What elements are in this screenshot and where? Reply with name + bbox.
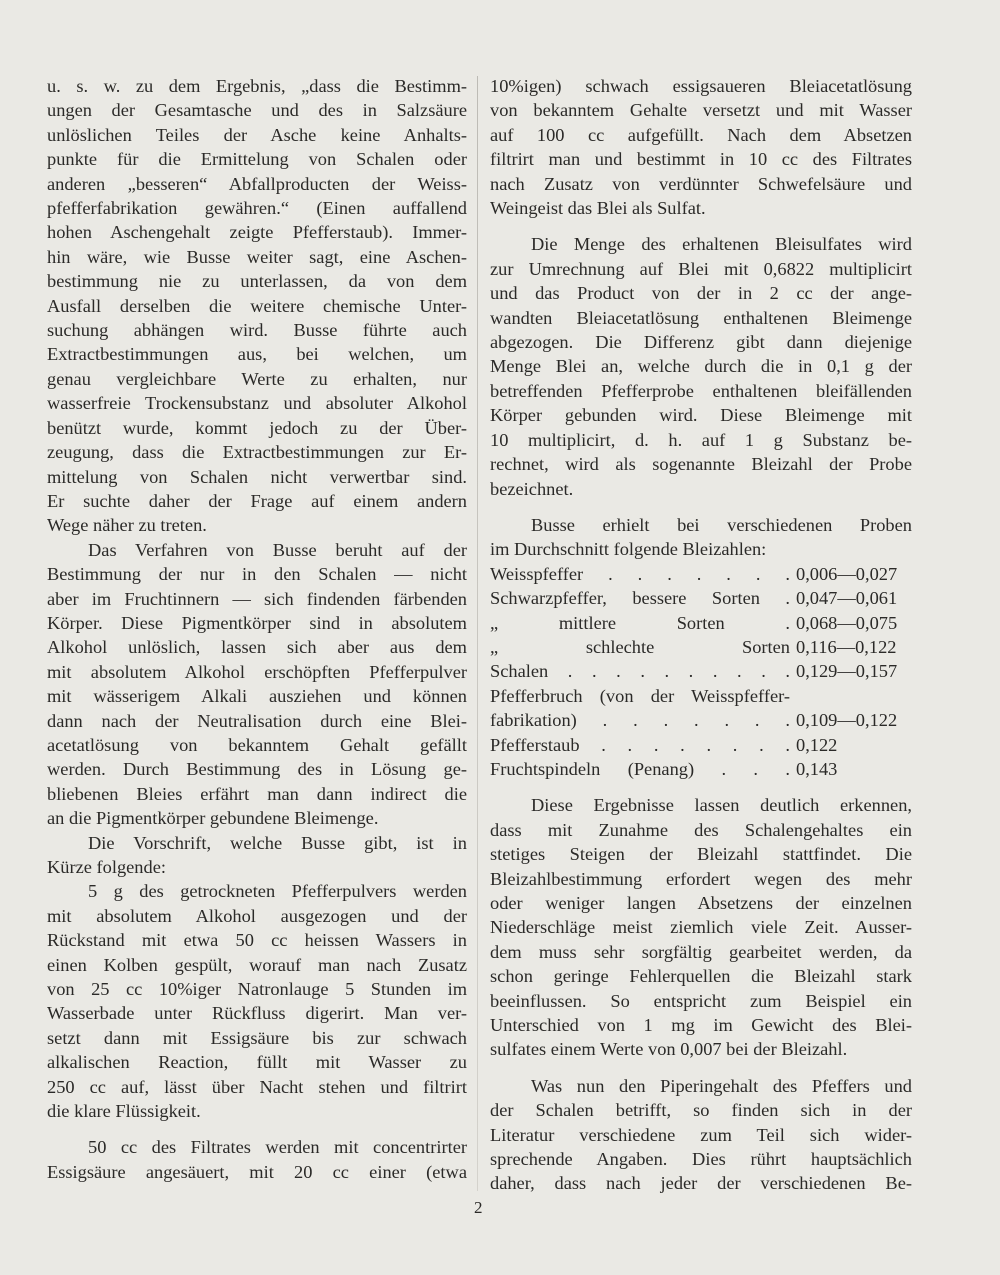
text-line: Niederschläge meist ziemlich viele Zeit. Ausser- bbox=[490, 917, 912, 938]
text-line: Kürze folgende: bbox=[47, 857, 166, 877]
text-line: Unterschied von 1 mg im Gewicht des Blei- bbox=[490, 1015, 912, 1036]
text-line: die klare Flüssigkeit. bbox=[47, 1101, 201, 1122]
text-line: daher, dass nach jeder der verschiedenen Be- bbox=[490, 1173, 912, 1194]
text-line: der Schalen betrifft, so finden sich in der bbox=[490, 1100, 912, 1121]
text-line: setzt dann mit Essigsäure bis zur schwach bbox=[47, 1027, 467, 1048]
text-line: betreffenden Pfefferprobe enthaltenen bleifällenden bbox=[490, 380, 912, 401]
text-line: Essigsäure angesäuert, mit 20 cc einer (etwa bbox=[47, 1161, 467, 1182]
sample-name: „ mittlere Sorten . bbox=[490, 612, 790, 633]
sample-name: Fruchtspindeln (Penang) . . . bbox=[490, 758, 790, 779]
text-line: Die Vorschrift, welche Busse gibt, ist in bbox=[88, 832, 467, 853]
table-row bbox=[490, 708, 912, 732]
text-line: Extractbestimmungen aus, bei welchen, um bbox=[47, 344, 467, 365]
text-line: Er suchte daher der Frage auf einem andern bbox=[47, 490, 467, 511]
text-line: acetatlösung von bekanntem Gehalt gefällt bbox=[47, 734, 467, 755]
text-line: Bestimmung der nur in den Schalen — nicht bbox=[47, 564, 467, 585]
bleizahl-value: 0,109—0,122 bbox=[796, 710, 898, 731]
sample-name: Weisspfeffer . . . . . . . bbox=[490, 563, 790, 584]
text-line: mit absolutem Alkohol erschöpften Pfefferpulver bbox=[47, 661, 467, 682]
right-column bbox=[490, 74, 912, 1196]
text-line: sprechende Angaben. Dies rührt hauptsächlich bbox=[490, 1149, 912, 1170]
bleizahl-value bbox=[790, 684, 912, 708]
text-line: Weingeist das Blei als Sulfat. bbox=[490, 198, 706, 219]
text-line: benützt wurde, kommt jedoch zu der Über- bbox=[47, 417, 467, 438]
table-row bbox=[490, 684, 912, 708]
text-line: anderen „besseren“ Abfallproducten der Weiss- bbox=[47, 173, 467, 194]
column-divider bbox=[477, 76, 478, 1191]
table-row bbox=[490, 635, 912, 659]
text-line: im Durchschnitt folgende Bleizahlen: bbox=[490, 539, 767, 560]
text-line: 50 cc des Filtrates werden mit concentrirter bbox=[88, 1137, 467, 1158]
text-line: Ausfall derselben die weitere chemische Unter- bbox=[47, 295, 467, 316]
sample-name: fabrikation) . . . . . . . bbox=[490, 710, 790, 731]
table-row bbox=[490, 586, 912, 610]
text-line: 10 multiplicirt, d. h. auf 1 g Substanz be- bbox=[490, 429, 912, 450]
text-line: mit wässerigem Alkali ausziehen und können bbox=[47, 686, 467, 707]
right-column-text-top bbox=[490, 74, 912, 562]
text-line: 250 cc auf, lässt über Nacht stehen und filtrirt bbox=[47, 1076, 467, 1097]
text-line: unlöslichen Teiles der Asche keine Anhalts- bbox=[47, 124, 467, 145]
text-line: hohen Aschengehalt zeigte Pfefferstaub). Immer- bbox=[47, 222, 467, 243]
text-line: abgezogen. Die Differenz gibt dann diejenige bbox=[490, 332, 912, 353]
text-line: Diese Ergebnisse lassen deutlich erkennen, bbox=[531, 795, 912, 816]
table-row bbox=[490, 757, 912, 781]
text-line: werden. Durch Bestimmung des in Lösung ge- bbox=[47, 759, 467, 780]
text-line: einen Kolben gespült, worauf man nach Zusatz bbox=[47, 954, 467, 975]
bleizahl-value: 0,068—0,075 bbox=[796, 612, 898, 633]
text-line: und das Product von der in 2 cc der ange- bbox=[490, 283, 912, 304]
text-line: 10%igen) schwach essigsaueren Bleiacetatlösung bbox=[490, 76, 912, 96]
sample-name: Schalen . . . . . . . . . . bbox=[490, 661, 790, 682]
text-line: mittelung von Schalen nicht verwertbar sind. bbox=[47, 466, 467, 487]
text-line: Wege näher zu treten. bbox=[47, 515, 207, 536]
text-line: Alkohol unlöslich, lassen sich aber aus dem bbox=[47, 637, 467, 658]
text-line: aber im Fruchtinnern — sich findenden färbenden bbox=[47, 588, 467, 609]
text-line: Literatur verschiedene zum Teil sich wider- bbox=[490, 1124, 912, 1145]
bleizahl-value: 0,006—0,027 bbox=[796, 563, 898, 584]
bleizahl-value: 0,047—0,061 bbox=[796, 588, 898, 609]
text-line: Busse erhielt bei verschiedenen Proben bbox=[531, 514, 912, 535]
text-line: bestimmung nie zu unterlassen, da von dem bbox=[47, 271, 467, 292]
text-line: Die Menge des erhaltenen Bleisulfates wird bbox=[531, 234, 912, 255]
text-line: dann nach der Neutralisation durch eine Blei- bbox=[47, 710, 467, 731]
bleizahl-value: 0,129—0,157 bbox=[796, 661, 898, 682]
text-line: ungen der Gesamtasche und des in Salzsäure bbox=[47, 100, 467, 121]
text-line: stetiges Steigen der Bleizahl stattfindet. Die bbox=[490, 844, 912, 865]
text-line: hin wäre, wie Busse weiter sagt, eine Aschen- bbox=[47, 246, 467, 267]
text-line: Wasserbade unter Rückfluss digerirt. Man ver- bbox=[47, 1003, 467, 1024]
text-line: suchung abhängen wird. Busse führte auch bbox=[47, 320, 467, 341]
text-line: sulfates einem Werte von 0,007 bei der Bleizahl. bbox=[490, 1039, 848, 1060]
sample-name: Schwarzpfeffer, bessere Sorten . bbox=[490, 588, 790, 609]
bleizahl-value: 0,122 bbox=[796, 734, 838, 755]
text-line: u. s. w. zu dem Ergebnis, „dass die Bestimm- bbox=[47, 76, 467, 96]
text-line: wasserfreie Trockensubstanz und absoluter Alkohol bbox=[47, 393, 467, 414]
table-row bbox=[490, 733, 912, 757]
text-line: filtrirt man und bestimmt in 10 cc des Filtrates bbox=[490, 149, 912, 170]
text-line: Körper. Diese Pigmentkörper sind in absolutem bbox=[47, 612, 467, 633]
text-line: alkalischen Reaction, füllt mit Wasser zu bbox=[47, 1052, 467, 1073]
text-line: auf 100 cc aufgefüllt. Nach dem Absetzen bbox=[490, 124, 912, 145]
page-number: 2 bbox=[474, 1198, 483, 1217]
text-line: wandten Bleiacetatlösung enthaltenen Bleimenge bbox=[490, 307, 912, 328]
text-line: Körper gebunden wird. Diese Bleimenge mit bbox=[490, 405, 912, 426]
text-line: zeugung, dass die Extractbestimmungen zur Er- bbox=[47, 442, 467, 463]
text-line: Das Verfahren von Busse beruht auf der bbox=[88, 539, 467, 560]
text-line: bezeichnet. bbox=[490, 478, 574, 499]
text-line: oder weniger langen Absetzens der einzelnen bbox=[490, 893, 912, 913]
table-row bbox=[490, 659, 912, 683]
text-line: dem muss sehr sorgfältig gearbeitet werden, da bbox=[490, 941, 912, 962]
text-line: beeinflussen. So entspricht zum Beispiel ein bbox=[490, 990, 912, 1011]
text-line: 5 g des getrockneten Pfefferpulvers werden bbox=[88, 881, 467, 902]
table-row bbox=[490, 611, 912, 635]
bleizahl-value: 0,143 bbox=[796, 758, 838, 779]
text-line: pfefferfabrikation gewähren.“ (Einen auffallend bbox=[47, 198, 467, 219]
left-column bbox=[47, 74, 467, 1184]
text-line: zur Umrechnung auf Blei mit 0,6822 multiplicirt bbox=[490, 258, 912, 279]
bleizahl-table bbox=[490, 562, 912, 782]
sample-name: Pfefferbruch (von der Weisspfeffer- bbox=[490, 685, 790, 706]
text-line: Bleizahlbestimmung erfordert wegen des mehr bbox=[490, 868, 912, 889]
text-line: rechnet, wird als sogenannte Bleizahl der Probe bbox=[490, 454, 912, 475]
text-line: von 25 cc 10%iger Natronlauge 5 Stunden im bbox=[47, 979, 467, 1000]
text-line: bliebenen Bleies erfährt man dann indirect die bbox=[47, 783, 467, 804]
text-line: Menge Blei an, welche durch die in 0,1 g der bbox=[490, 356, 912, 377]
text-line: Was nun den Piperingehalt des Pfeffers und bbox=[531, 1075, 912, 1096]
text-line: an die Pigmentkörper gebundene Bleimenge. bbox=[47, 808, 379, 829]
right-column-text-bottom bbox=[490, 793, 912, 1196]
bleizahl-value: 0,116—0,122 bbox=[796, 636, 897, 657]
text-line: schon geringe Fehlerquellen die Bleizahl stark bbox=[490, 966, 912, 987]
text-line: nach Zusatz von verdünnter Schwefelsäure und bbox=[490, 173, 912, 194]
text-line: Rückstand mit etwa 50 cc heissen Wassers in bbox=[47, 930, 467, 951]
table-row bbox=[490, 562, 912, 586]
text-line: mit absolutem Alkohol ausgezogen und der bbox=[47, 905, 467, 926]
text-line: von bekanntem Gehalte versetzt und mit Wasser bbox=[490, 100, 912, 121]
sample-name: Pfefferstaub . . . . . . . . bbox=[490, 734, 790, 755]
sample-name: „ schlechte Sorten bbox=[490, 636, 790, 657]
text-line: punkte für die Ermittelung von Schalen oder bbox=[47, 149, 467, 170]
text-line: genau vergleichbare Werte zu erhalten, nur bbox=[47, 368, 467, 389]
text-line: dass mit Zunahme des Schalengehaltes ein bbox=[490, 819, 912, 840]
